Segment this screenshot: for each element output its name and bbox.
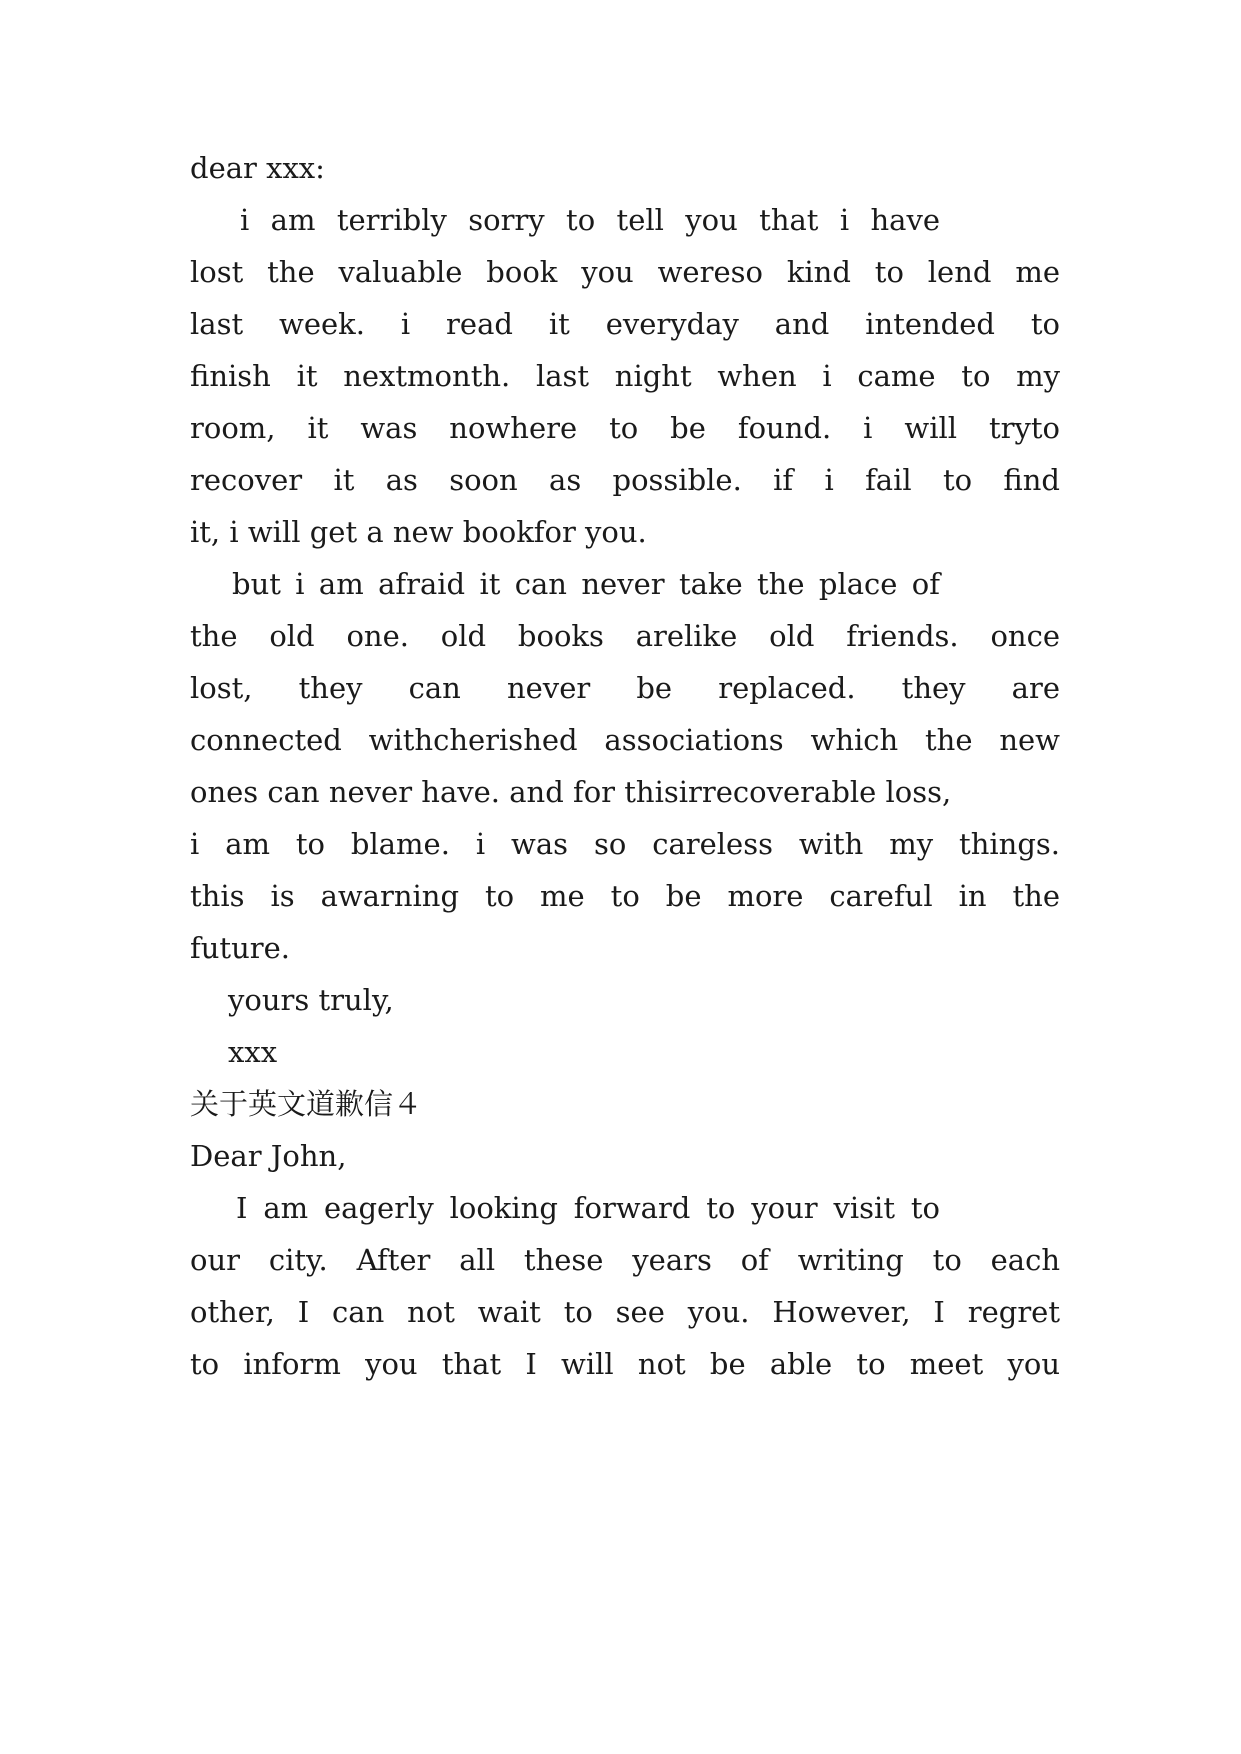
letter1-para1-line: lost the valuable book you wereso kind to lend me	[190, 255, 1060, 289]
letter1-para2-line: future.	[190, 931, 290, 965]
letter1-para2-line: connected withcherished associations which the new	[190, 723, 1060, 757]
letter1-para1-line: finish it nextmonth. last night when i came to my	[190, 359, 1060, 393]
letter1-para2-line: ones can never have. and for thisirrecoverable loss,	[190, 775, 952, 809]
letter1-para1-line: recover it as soon as possible. if i fail to find	[190, 463, 1060, 497]
letter1-closing: yours truly,	[228, 983, 394, 1017]
letter1-para2-line: this is awarning to me to be more careful in the	[190, 879, 1060, 913]
letter1-para2-line: lost, they can never be replaced. they are	[190, 671, 1060, 705]
letter2-salutation: Dear John,	[190, 1139, 347, 1173]
letter1-para1-line: last week. i read it everyday and intended to	[190, 307, 1060, 341]
letter1-para2-line: i am to blame. i was so careless with my things.	[190, 827, 1060, 861]
letter1-signature: xxx	[228, 1035, 278, 1069]
letter1-salutation: dear xxx:	[190, 151, 325, 185]
letter1-para1-line: i am terribly sorry to tell you that i have	[240, 203, 940, 237]
letter1-para2-line: the old one. old books arelike old friends. once	[190, 619, 1060, 653]
letter2-para1-line: I am eagerly looking forward to your visit to	[236, 1191, 940, 1225]
letter2-para1-line: our city. After all these years of writing to each	[190, 1243, 1060, 1277]
letter1-para2-line: but i am afraid it can never take the place of	[232, 567, 940, 601]
letter1-para1-line: it, i will get a new bookfor you.	[190, 515, 647, 549]
letter2-para1-line: other, I can not wait to see you. However, I regret	[190, 1295, 1060, 1329]
letter2-para1-line: to inform you that I will not be able to meet you	[190, 1347, 1060, 1381]
letter1-para1-line: room, it was nowhere to be found. i will tryto	[190, 411, 1060, 445]
section-heading: 关于英文道歉信４	[190, 1087, 423, 1121]
